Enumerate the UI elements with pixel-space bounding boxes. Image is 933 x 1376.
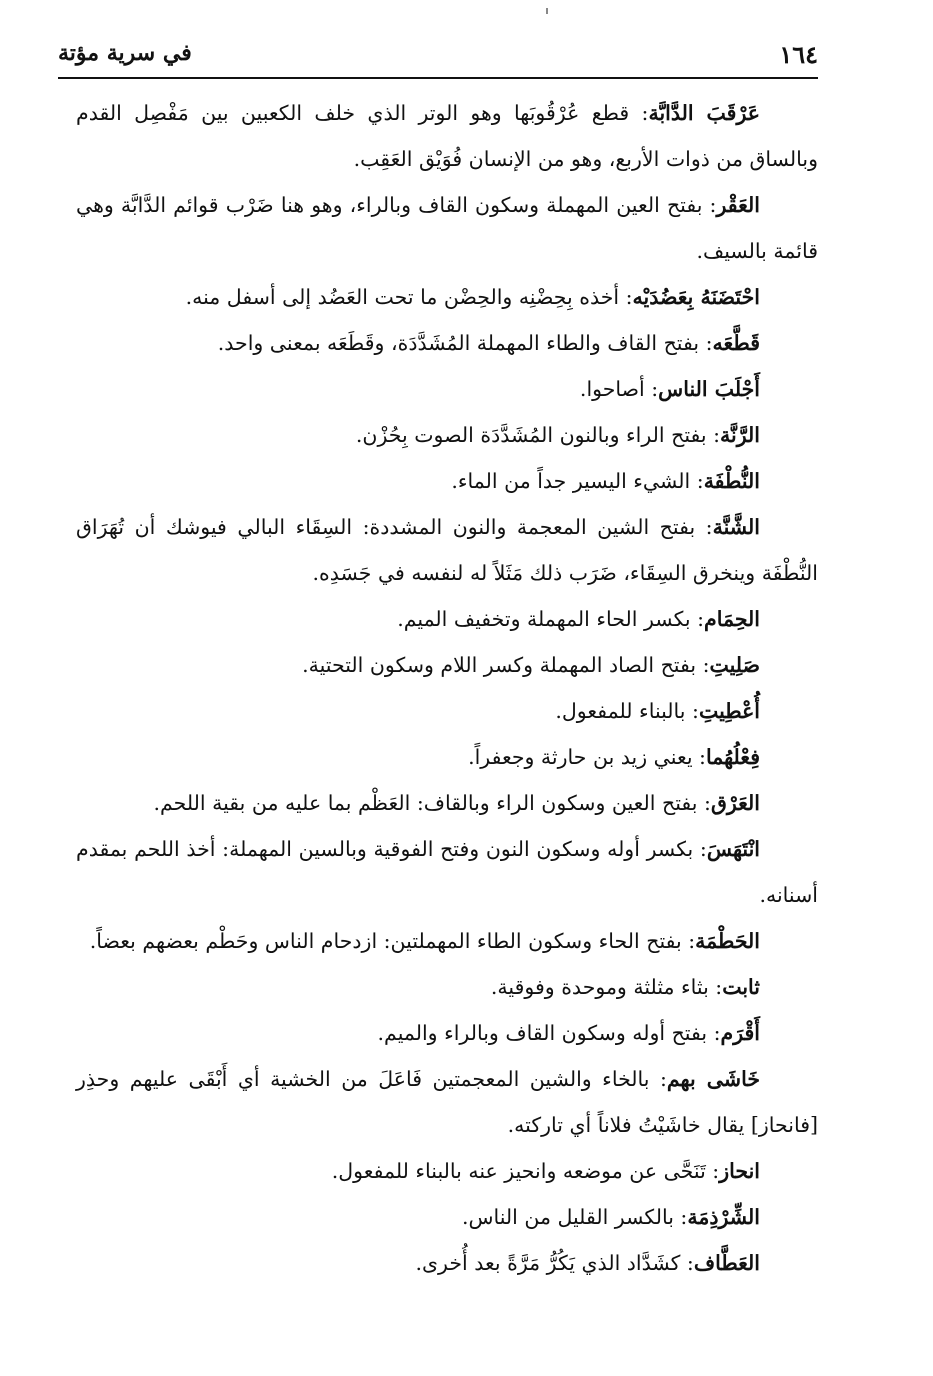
- glossary-entry: [76, 780, 818, 826]
- glossary-entry: [76, 596, 818, 642]
- glossary-entry: [76, 964, 818, 1010]
- glossary-entry: [76, 504, 818, 596]
- entry-definition: : بفتح الصاد المهملة وكسر اللام وسكون التحتية.: [302, 653, 710, 677]
- entry-term: انْتَهَسَ: [706, 837, 760, 861]
- entry-definition: : بفتح العين وسكون الراء وبالقاف: العَظْم بما عليه من بقية اللحم.: [153, 791, 711, 815]
- entry-definition: : أصاحوا.: [579, 377, 659, 401]
- entry-term: الرَّنَّة: [720, 423, 760, 447]
- glossary-entry: [76, 1240, 818, 1286]
- entry-definition: : بفتح العين المهملة وسكون القاف وبالراء، وهو هنا ضَرْب قوائم الدَّابَّة وهي قائمة بالسيف.: [76, 193, 818, 263]
- entry-definition: : بكسر الحاء المهملة وتخفيف الميم.: [397, 607, 705, 631]
- glossary-entry: [76, 1194, 818, 1240]
- entry-term: قَطَّعَه: [712, 331, 760, 355]
- glossary-entry: [76, 182, 818, 274]
- entry-definition: : تَنَحَّى عن موضعه وانحيز عنه بالبناء للمفعول.: [331, 1159, 720, 1183]
- entry-term: الشِّرْذِمَة: [687, 1205, 760, 1229]
- running-title: في سرية مؤتة: [58, 40, 192, 66]
- glossary-entry: [76, 274, 818, 320]
- entry-term: الحِمَام: [704, 607, 760, 631]
- glossary-entry: [76, 734, 818, 780]
- entry-term: صَلِيتِ: [709, 653, 760, 677]
- header-rule: [58, 77, 818, 79]
- glossary-entry: [76, 90, 818, 182]
- entry-term: فِعْلُهُما: [705, 745, 760, 769]
- entry-definition: : بالكسر القليل من الناس.: [461, 1205, 688, 1229]
- entry-definition: : الشيء اليسير جداً من الماء.: [451, 469, 704, 493]
- entry-term: أَقْرَم: [720, 1021, 760, 1045]
- glossary-body: [76, 90, 818, 1286]
- entry-definition: : يعني زيد بن حارثة وجعفراً.: [468, 745, 706, 769]
- page-header: [58, 38, 818, 78]
- entry-term: العَقْر: [716, 193, 760, 217]
- entry-definition: : قطع عُرْقُوبَها وهو الوتر الذي خلف الكعبين بين مَفْصِل القدم وبالساق من ذوات الأربع، وهو من الإنسان فُوَيْق العَقِب.: [76, 101, 818, 171]
- entry-term: الشَّنَّة: [712, 515, 760, 539]
- entry-term: خَاشَى بهم: [666, 1067, 760, 1091]
- entry-term: انحاز: [719, 1159, 760, 1183]
- entry-term: العَرْق: [710, 791, 760, 815]
- entry-definition: : بفتح الراء وبالنون المُشَدَّدَة الصوت بِحُزْن.: [355, 423, 721, 447]
- entry-term: الحَطْمَة: [695, 929, 760, 953]
- entry-term: أَجْلَبَ الناس: [658, 377, 760, 401]
- entry-definition: : بفتح الشين المعجمة والنون المشددة: السِقَاء البالي فيوشك أن تُهَرَاق النُّطْفَة وينخرق السِقَاء، ضَرَب ذلك مَثَلاً له لنفسه في جَسَدِه.: [76, 515, 818, 585]
- glossary-entry: [76, 1148, 818, 1194]
- glossary-entry: [76, 642, 818, 688]
- entry-definition: : بفتح الحاء وسكون الطاء المهملتين: ازدحام الناس وحَطْم بعضهم بعضاً.: [89, 929, 696, 953]
- entry-definition: : كشَدَّاد الذي يَكُرُّ مَرَّةً بعد أُخرى.: [415, 1251, 694, 1275]
- entry-term: عَرْقَبَ الدَّابَّة: [648, 101, 760, 125]
- entry-definition: : بفتح القاف والطاء المهملة المُشَدَّدَة، وقَطَعَه بمعنى واحد.: [217, 331, 713, 355]
- glossary-entry: [76, 826, 818, 918]
- entry-definition: : بالبناء للمفعول.: [555, 699, 699, 723]
- glossary-entry: [76, 688, 818, 734]
- glossary-entry: [76, 366, 818, 412]
- entry-definition: : بفتح أوله وسكون القاف وبالراء والميم.: [377, 1021, 721, 1045]
- glossary-entry: [76, 458, 818, 504]
- scan-mark: [546, 8, 548, 14]
- glossary-entry: [76, 918, 818, 964]
- glossary-entry: [76, 1056, 818, 1148]
- entry-term: النُّطْفَة: [703, 469, 760, 493]
- entry-definition: : بالخاء والشين المعجمتين فَاعَلَ من الخشية أي أَبْقَى عليهم وحذِر [فانحاز] يقال خاشَيْتُ فلاناً أي تاركته.: [76, 1067, 818, 1137]
- entry-term: أُعْطِيتِ: [698, 699, 760, 723]
- glossary-entry: [76, 1010, 818, 1056]
- entry-term: العَطَّاف: [693, 1251, 760, 1275]
- page-number: ١٦٤: [779, 40, 818, 69]
- entry-term: احْتَضَنَهُ بِعَضُدَيْه: [632, 285, 760, 309]
- glossary-entry: [76, 412, 818, 458]
- entry-definition: : بثاء مثلثة وموحدة وفوقية.: [490, 975, 723, 999]
- entry-term: ثابت: [722, 975, 760, 999]
- entry-definition: : أخذه بِحِضْنِه والحِضْن ما تحت العَضُد إلى أسفل منه.: [185, 285, 633, 309]
- entry-definition: : بكسر أوله وسكون النون وفتح الفوقية وبالسين المهملة: أخذ اللحم بمقدم أسنانه.: [76, 837, 818, 907]
- glossary-entry: [76, 320, 818, 366]
